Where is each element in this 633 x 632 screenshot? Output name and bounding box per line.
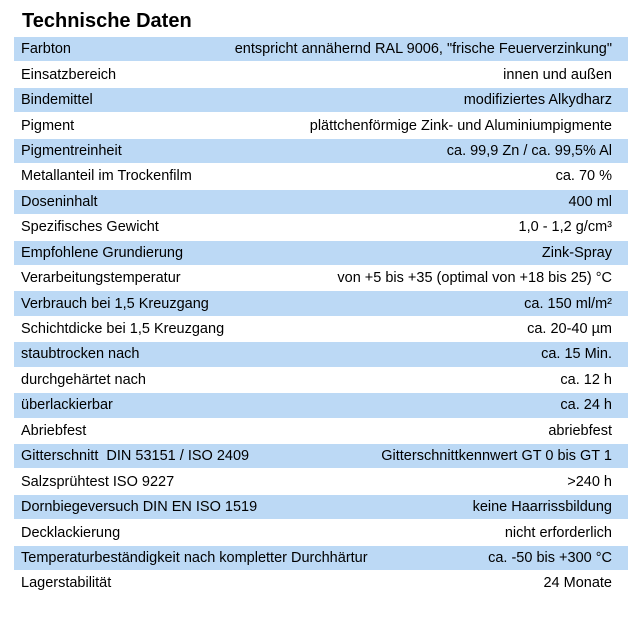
table-row-pigmentreinheit [14,139,628,164]
table-row-salzspruehtest [14,469,628,494]
table-row-pigment [14,113,628,138]
row-label: Lagerstabilität [21,575,112,592]
table-row-schichtdicke [14,317,628,342]
row-value: modifiziertes Alkydharz [463,92,612,109]
section-title: Technische Daten [22,10,192,32]
row-value: keine Haarrissbildung [472,499,612,516]
table-row-durchgehaertet [14,368,628,393]
row-label: staubtrocken nach [21,346,140,363]
table-row-farbton [14,37,628,62]
row-label: Spezifisches Gewicht [21,219,159,236]
row-value: 24 Monate [543,575,612,592]
row-value: ca. 12 h [560,371,612,388]
table-row-metallanteil [14,164,628,189]
row-value: Gitterschnittkennwert GT 0 bis GT 1 [381,448,612,465]
row-value: 400 ml [568,193,612,210]
row-value: abriebfest [548,422,612,439]
row-label: Dornbiegeversuch DIN EN ISO 1519 [21,499,258,516]
row-label: Schichtdicke bei 1,5 Kreuzgang [21,321,225,338]
row-label: Abriebfest [21,422,87,439]
table-row-temperaturbestaendigkeit [14,546,628,571]
table-row-staubtrocken [14,342,628,367]
row-label: Decklackierung [21,524,121,541]
row-label: Pigment [21,117,75,134]
row-label: Gitterschnitt DIN 53151 / ISO 2409 [21,448,250,465]
row-label: überlackierbar [21,397,113,414]
row-label: Salzsprühtest ISO 9227 [21,473,175,490]
row-label: Verbrauch bei 1,5 Kreuzgang [21,295,209,312]
row-label: Metallanteil im Trockenfilm [21,168,192,185]
row-label: Doseninhalt [21,193,98,210]
table-row-doseninhalt [14,190,628,215]
row-label: Temperaturbeständigkeit nach kompletter Durchhärtur [21,549,368,566]
table-row-bindemittel [14,88,628,113]
row-label: Einsatzbereich [21,66,117,83]
technical-data-table [14,36,628,597]
row-label: durchgehärtet nach [21,371,146,388]
table-row-verarbeitungstemperatur [14,266,628,291]
table-row-empfohlene-grundierung [14,241,628,266]
table-row-decklackierung [14,520,628,545]
table-row-verbrauch [14,291,628,316]
table-row-einsatzbereich [14,62,628,87]
row-value: von +5 bis +35 (optimal von +18 bis 25) °C [337,270,612,287]
table-row-abriebfest [14,419,628,444]
row-value: ca. 70 % [555,168,612,185]
row-label: Pigmentreinheit [21,142,122,159]
row-value: ca. 15 Min. [541,346,612,363]
row-value: 1,0 - 1,2 g/cm³ [518,219,612,236]
row-label: Empfohlene Grundierung [21,244,184,261]
row-value: innen und außen [503,66,612,83]
table-row-dornbiegeversuch [14,495,628,520]
row-value: >240 h [567,473,612,490]
row-value: Zink-Spray [541,244,612,261]
row-value: ca. 20-40 µm [527,321,612,338]
row-value: entspricht annähernd RAL 9006, "frische Feuerverzinkung" [234,41,612,58]
row-value: ca. 150 ml/m² [524,295,612,312]
row-value: nicht erforderlich [504,524,612,541]
row-value: ca. 99,9 Zn / ca. 99,5% Al [446,142,612,159]
row-label: Verarbeitungstemperatur [21,270,181,287]
row-value: ca. -50 bis +300 °C [488,549,612,566]
row-value: plättchenförmige Zink- und Aluminiumpigmente [309,117,612,134]
table-row-lagerstabilitaet [14,571,628,596]
table-row-ueberlackierbar [14,393,628,418]
row-value: ca. 24 h [560,397,612,414]
table-row-spezifisches-gewicht [14,215,628,240]
table-row-gitterschnitt [14,444,628,469]
row-label: Bindemittel [21,92,93,109]
row-label: Farbton [21,41,71,58]
